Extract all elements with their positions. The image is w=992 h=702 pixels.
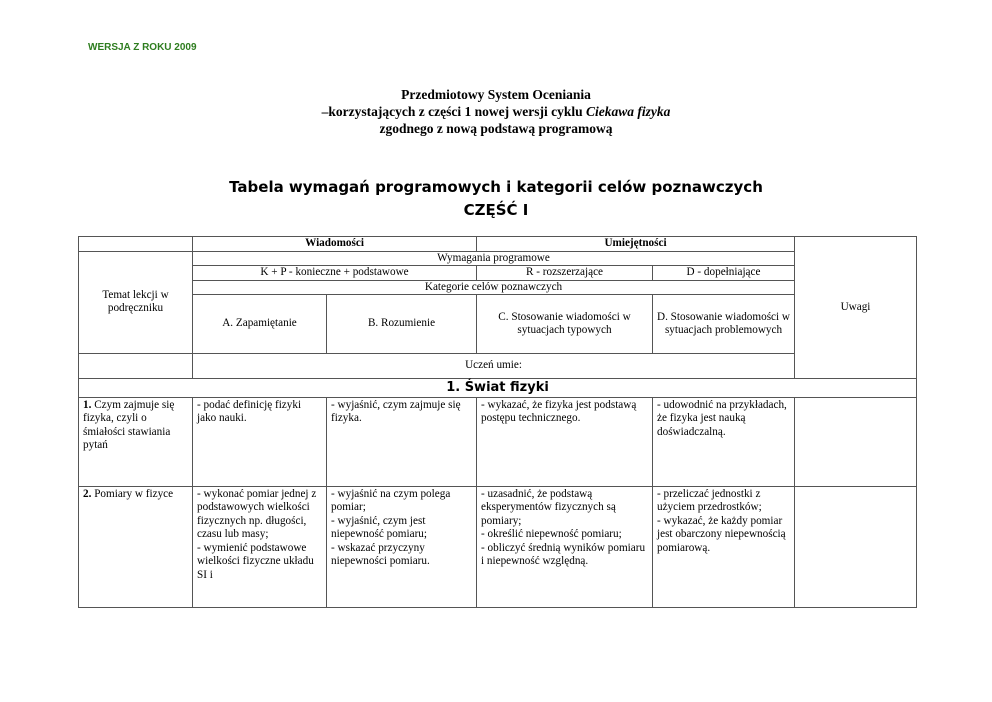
table-title-line-2: CZĘŚĆ I: [463, 201, 529, 219]
title-line-2: –korzystających z części 1 nowej wersji cyklu Ciekawa fizyka: [321, 104, 671, 119]
header-kp: K + P - konieczne + podstawowe: [193, 266, 477, 281]
header-temat: Temat lekcji w podręczniku: [79, 251, 193, 354]
header-wymagania: Wymagania programowe: [193, 251, 795, 266]
header-empty-cell: [79, 237, 193, 252]
row-cell-d: - udowodnić na przykładach, że fizyka jest nauką doświadczalną.: [653, 397, 795, 486]
table-row: [79, 486, 917, 607]
header-umiejetnosci: Umiejętności: [477, 237, 795, 252]
requirements-table: [78, 236, 917, 608]
row-cell-b: - wyjaśnić, czym zajmuje się fizyka.: [327, 397, 477, 486]
table-title: [0, 176, 992, 222]
header-r: R - rozszerzające: [477, 266, 653, 281]
header-uczen-umie: Uczeń umie:: [193, 354, 795, 379]
row-cell-a: - podać definicję fizyki jako nauki.: [193, 397, 327, 486]
row-cell-b: - wyjaśnić na czym polega pomiar; - wyjaśnić, czym jest niepewność pomiaru; - wskazać przyczyny niepewności pomiaru.: [327, 486, 477, 607]
row-topic: 2. Pomiary w fizyce: [79, 486, 193, 607]
row-cell-c: - wykazać, że fizyka jest podstawą postępu technicznego.: [477, 397, 653, 486]
row-cell-uwagi: [795, 397, 917, 486]
row-cell-a: - wykonać pomiar jednej z podstawowych wielkości fizycznych np. długości, czasu lub masy; - wymienić podstawowe wielkości fizyczne układu SI i: [193, 486, 327, 607]
header-empty-cell-2: [79, 354, 193, 379]
row-cell-uwagi: [795, 486, 917, 607]
version-label: WERSJA Z ROKU 2009: [88, 42, 197, 53]
header-kategorie: Kategorie celów poznawczych: [193, 280, 795, 295]
title-line-1: Przedmiotowy System Oceniania: [401, 87, 591, 102]
title-line-3: zgodnego z nową podstawą programową: [379, 121, 613, 136]
table-title-line-1: Tabela wymagań programowych i kategorii celów poznawczych: [229, 178, 763, 196]
header-uwagi: Uwagi: [795, 237, 917, 379]
row-topic: 1. Czym zajmuje się fizyka, czyli o śmiałości stawiania pytań: [79, 397, 193, 486]
header-category-b: B. Rozumienie: [327, 295, 477, 354]
header-wiadomosci: Wiadomości: [193, 237, 477, 252]
header-category-c: C. Stosowanie wiadomości w sytuacjach typowych: [477, 295, 653, 354]
header-category-a: A. Zapamiętanie: [193, 295, 327, 354]
section-heading: 1. Świat fizyki: [79, 379, 917, 398]
document-title: [0, 86, 992, 137]
header-d: D - dopełniające: [653, 266, 795, 281]
row-cell-d: - przeliczać jednostki z użyciem przedrostków; - wykazać, że każdy pomiar jest obarczony niepewnością pomiarową.: [653, 486, 795, 607]
row-cell-c: - uzasadnić, że podstawą eksperymentów fizycznych są pomiary; - określić niepewność pomiaru; - obliczyć średnią wyników pomiaru i niepewność względną.: [477, 486, 653, 607]
header-category-d: D. Stosowanie wiadomości w sytuacjach problemowych: [653, 295, 795, 354]
table-row: [79, 397, 917, 486]
